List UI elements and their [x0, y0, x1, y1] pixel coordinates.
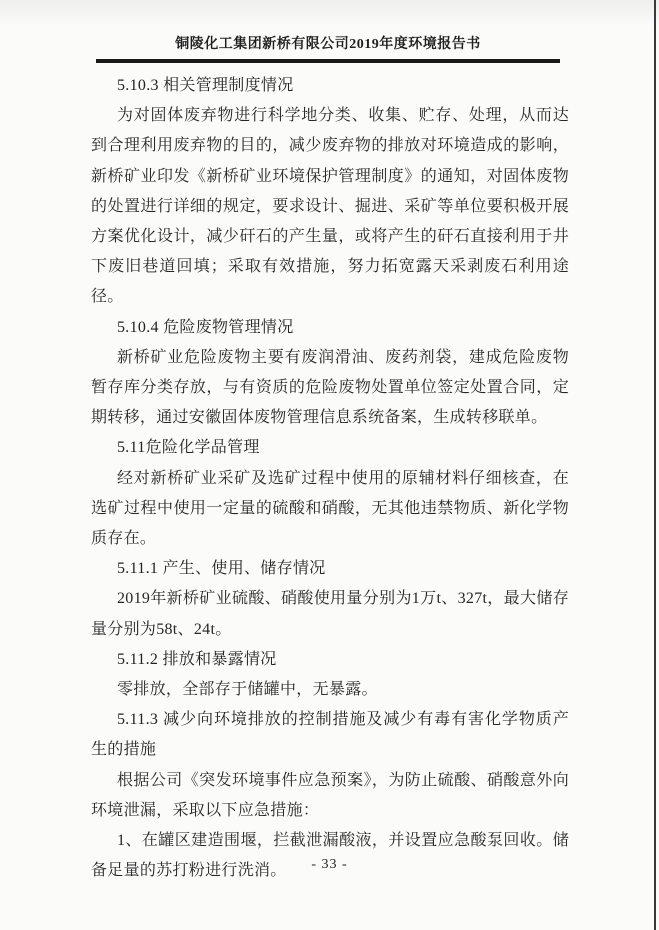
page-number: - 33 -: [311, 857, 348, 872]
scan-shading: [0, 0, 659, 26]
heading-5-11: 5.11危险化学品管理: [117, 439, 260, 457]
page-header-title: 铜陵化工集团新桥有限公司2019年度环境报告书: [175, 37, 481, 52]
document-body: [91, 71, 569, 886]
heading-5-10-3: 5.10.3 相关管理制度情况: [117, 77, 294, 94]
heading-5-11-2: 5.11.2 排放和暴露情况: [117, 650, 277, 668]
paragraph-hazardous-waste: 新桥矿业危险废物主要有废润滑油、废药剂袋，建成危险废物暂存库分类存放，与有资质的危险废物处置单位签定处置合同，定期转移，通过安徽固体废物管理信息系统备案，生成转移联单。: [91, 348, 569, 427]
heading-5-11-3: 5.11.3 减少向环境排放的控制措施及减少有毒有害化学物质产生的措施: [91, 711, 569, 759]
paragraph-measure-1: 1、在罐区建造围堰，拦截泄漏酸液，并设置应急酸泵回收。储备足量的苏打粉进行洗消。: [91, 832, 569, 880]
scan-edge-line: [654, 0, 656, 930]
header-rule: [96, 59, 560, 63]
paragraph-zero-emission: 零排放，全部存于储罐中，无暴露。: [117, 681, 378, 699]
paragraph-emergency-plan: 根据公司《突发环境事件应急预案》，为防止硫酸、硝酸意外向环境泄漏，采取以下应急措施：: [91, 771, 569, 819]
paragraph-solid-waste: 为对固体废弃物进行科学地分类、收集、贮存、处理，从而达到合理利用废弃物的目的，减少废弃物的排放对环境造成的影响，新桥矿业印发《新桥矿业环境保护管理制度》的通知，对固体废物的处置进行详细的规定，要求设计、掘进、采矿等单位要积极开展方案优化设计，减少矸石的产生量，或将产生的矸石直接利用于井下废旧巷道回填；采取有效措施，努力拓宽露天采剥废石利用途径。: [91, 107, 569, 306]
paragraph-chemical-check: 经对新桥矿业采矿及选矿过程中使用的原辅材料仔细核查，在选矿过程中使用一定量的硫酸和硝酸，无其他违禁物质、新化学物质存在。: [91, 469, 569, 548]
heading-5-10-4: 5.10.4 危险废物管理情况: [117, 318, 294, 336]
heading-5-11-1: 5.11.1 产生、使用、储存情况: [117, 560, 326, 578]
paragraph-usage-storage: 2019年新桥矿业硫酸、硝酸使用量分别为1万t、327t，最大储存量分别为58t、24t。: [91, 590, 569, 638]
